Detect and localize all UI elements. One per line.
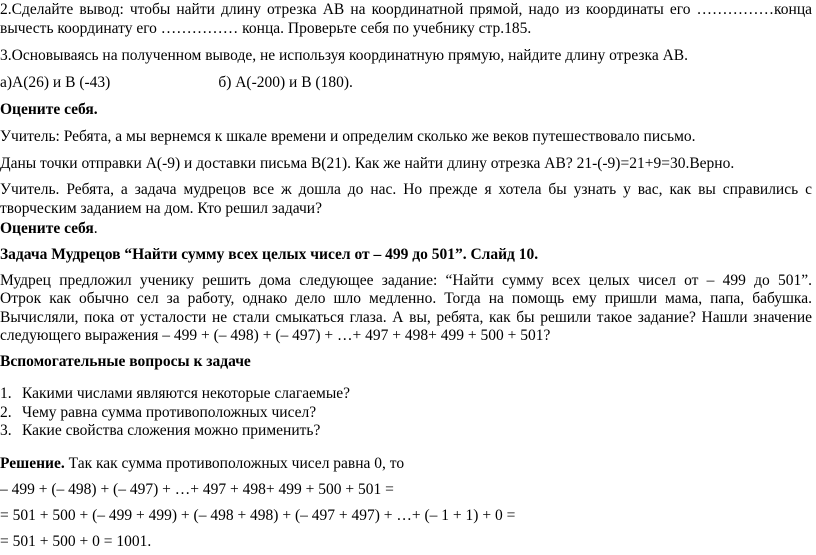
task-line-4: следующего выражения – 499 + (– 498) + (– 497) + …+ 497 + 498+ 499 + 500 + 501? [0,327,551,344]
solution-text: Решение. Так как сумма противоположных чисел равна 0, то [0,455,405,472]
self-assess-2: Оцените себя. [0,220,98,237]
task-line-2: Отрок как обычно сел за работу, однако дело шло медленно. Тогда на помощь ему пришли мама, папа, бабушка. [0,290,812,307]
equation-line-2: = 501 + 500 + (– 499 + 499) + (– 498 + 498) + (– 497 + 497) + …+ (– 1 + 1) + 0 = [0,507,516,524]
task-3-text: 3.Основываясь на полученном выводе, не используя координатную прямую, найдите длину отрезка AB. [0,47,689,64]
aux-questions-title: Вспомогательные вопросы к задаче [0,353,251,370]
equation-line-1: – 499 + (– 498) + (– 497) + …+ 497 + 498+ 499 + 500 + 501 = [0,481,394,498]
equation-line-3: = 501 + 500 + 0 = 1001. [0,533,152,550]
task-line-1: Мудрец предложил ученику решить дома следующее задание: “Найти сумму всех целых чисел от – 499 до 501”. [0,272,812,289]
conclusion-line-2: вычесть координату его …………… конца. Проверьте себя по учебнику стр.185. [0,20,532,37]
question-item: 2. Чему равна сумма противоположных чисел? [0,404,317,421]
teacher-remark-2-line-1: Учитель. Ребята, а задача мудрецов все ж дошла до нас. Но прежде я хотела бы узнать у вас, как вы справились с [0,181,812,198]
option-a: а)А(26) и В (-43) [0,74,111,91]
teacher-remark-2-line-2: творческим заданием на дом. Кто решил задачи? [0,200,322,217]
self-assess-1: Оцените себя. [0,101,98,118]
conclusion-line-1: 2.Сделайте вывод: чтобы найти длину отрезка AB на координатной прямой, надо из координаты его ……………конца [0,1,812,18]
points-text: Даны точки отправки А(-9) и доставки письма В(21). Как же найти длину отрезка АВ? 21-(-9)=21+9=30.Верно. [0,155,735,172]
option-b: б) А(-200) и В (180). [218,74,353,91]
teacher-remark-1: Учитель: Ребята, а мы вернемся к шкале времени и определим сколько же веков путешествовало письмо. [0,128,696,145]
task-3-options [0,74,812,92]
question-item: 1. Какими числами являются некоторые слагаемые? [0,385,351,402]
question-item: 3. Какие свойства сложения можно применить? [0,422,321,439]
task-line-3: Вычисляли, пока от усталости не стали смыкаться глаза. А вы, ребята, как бы решили такое задание? Нашли значение [0,309,812,326]
task-title: Задача Мудрецов “Найти сумму всех целых чисел от – 499 до 501”. Слайд 10. [0,246,539,263]
